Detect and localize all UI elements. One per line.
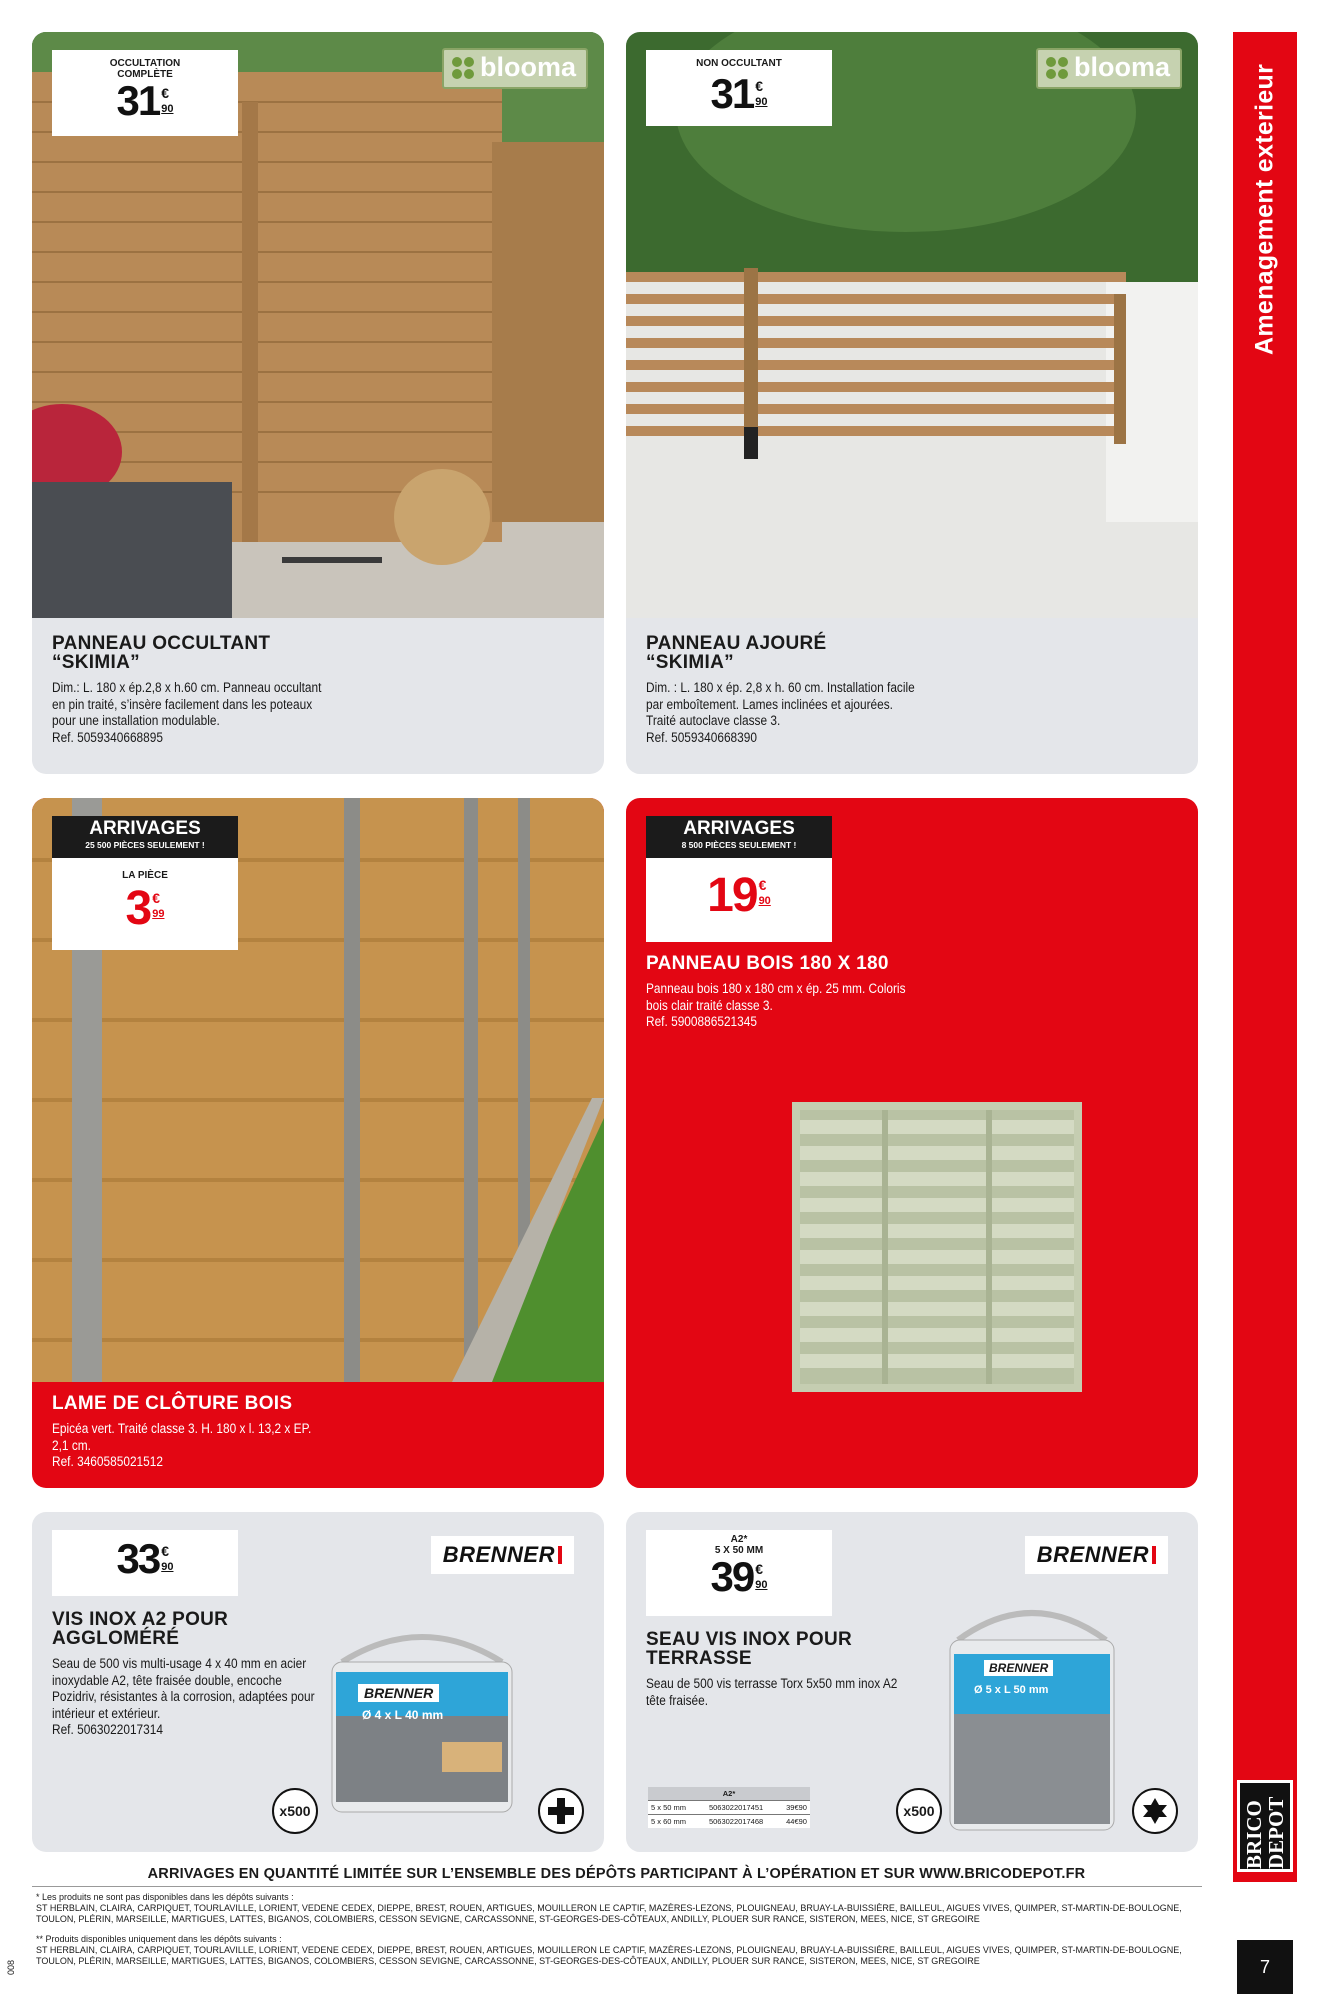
product-description: Epicéa vert. Traité classe 3. H. 180 x l. 13,2 x EP. 2,1 cm. Ref. 3460585021512 xyxy=(52,1421,312,1469)
torx-icon xyxy=(1132,1788,1178,1834)
product-description: Dim.: L. 180 x ép.2,8 x h.60 cm. Panneau occultant en pin traité, s’insère facilement dans les poteaux pour une installation modulable. Ref. 5059340668895 xyxy=(52,680,322,745)
wood-panel-image xyxy=(792,1102,1082,1392)
product-name: PANNEAU AJOURÉ “SKIMIA” xyxy=(646,633,827,673)
product-card-vis-agglomere[interactable] xyxy=(32,1512,604,1852)
page-number: 7 xyxy=(1237,1940,1293,1994)
product-description: Dim. : L. 180 x ép. 2,8 x h. 60 cm. Installation facile par emboîtement. Lames inclinées et ajourées. Traité autoclave classe 3. Ref. 5059340668390 xyxy=(646,680,915,745)
screw-bucket-image xyxy=(944,1600,1120,1834)
product-info xyxy=(52,1394,362,1471)
bucket-size-label: Ø 4 x L 40 mm xyxy=(362,1708,444,1722)
product-info xyxy=(646,634,956,746)
product-name: PANNEAU BOIS 180 X 180 xyxy=(646,953,889,974)
bucket-brand: BRENNER xyxy=(984,1660,1053,1676)
product-name: PANNEAU OCCULTANT “SKIMIA” xyxy=(52,633,271,673)
product-card-panneau-bois[interactable] xyxy=(626,798,1198,1488)
product-card-lame-cloture[interactable] xyxy=(32,798,604,1488)
price-box: 33 € 90 xyxy=(52,1530,238,1596)
quantity-badge: x500 xyxy=(896,1788,942,1834)
price-box: 19 € 90 xyxy=(646,858,832,942)
product-info xyxy=(646,954,956,1031)
availability-note-2: ** Produits disponibles uniquement dans les dépôts suivants : ST HERBLAIN, CLAIRA, CARPIQUET, TOURLAVILLE, LORIENT, VEDENE CEDEX, DIEPPE, BREST, ROUEN, ARTIGUES, MOUILLERON LE CAPTIF, MAZÈRES-LEZONS, PLOUIGNEAU, BRUAY-LA-BUISSIÈRE, BAILLEUL, AIGUES VIVES, QUIMPER, ST-MARTIN-DE-BOULOGNE, TOULON, PLÉRIN, MARSEILLE, MARTIGUES, LATTES, BIGANOS, COLOMBIERS, CESSON SEVIGNE, CARCASSONNE, ST-GEORGES-DES-CÔTEAUX, ANDILLY, PLOUER SUR RANCE, SISTERON, MEES, NICE, ST GREGOIRE xyxy=(36,1934,1182,1966)
screw-bucket-image xyxy=(322,1622,522,1818)
price-box: A2* 5 X 50 MM 39 € 90 xyxy=(646,1530,832,1616)
pozidriv-icon xyxy=(538,1788,584,1834)
quantity-badge: x500 xyxy=(272,1788,318,1834)
footer-disclaimer: ARRIVAGES EN QUANTITÉ LIMITÉE SUR L’ENSEMBLE DES DÉPÔTS PARTICIPANT À L’OPÉRATION ET SUR WWW.BRICODEPOT.FR xyxy=(147,1866,1086,1882)
arrivages-banner: ARRIVAGES 8 500 PIÈCES SEULEMENT ! xyxy=(646,816,832,858)
availability-note-1: * Les produits ne sont pas disponibles dans les dépôts suivants : ST HERBLAIN, CLAIRA, CARPIQUET, TOURLAVILLE, LORIENT, VEDENE CEDEX, DIEPPE, BREST, ROUEN, ARTIGUES, MOUILLERON LE CAPTIF, MAZÈRES-LEZONS, PLOUIGNEAU, BRUAY-LA-BUISSIÈRE, BAILLEUL, AIGUES VIVES, QUIMPER, ST-MARTIN-DE-BOULOGNE, TOULON, PLÉRIN, MARSEILLE, MARTIGUES, LATTES, BIGANOS, COLOMBIERS, CESSON SEVIGNE, CARCASSONNE, ST-GEORGES-DES-CÔTEAUX, ANDILLY, PLOUER SUR RANCE, SISTERON, MEES, NICE, ST GREGOIRE xyxy=(36,1892,1182,1924)
brico-depot-logo: BRICO DEPOT xyxy=(1237,1780,1293,1872)
product-info xyxy=(646,1630,946,1709)
price-box: NON OCCULTANT 31 € 90 xyxy=(646,50,832,126)
product-description: Seau de 500 vis multi-usage 4 x 40 mm en acier inoxydable A2, tête fraisée double, encoche Pozidriv, résistantes à la corrosion, adaptées pour intérieur et extérieur. Ref. 5063022017314 xyxy=(52,1656,315,1737)
section-title: Amenagement exterieur xyxy=(1250,64,1279,356)
product-info xyxy=(52,1610,352,1739)
price-box: OCCULTATION COMPLÈTE 31 € 90 xyxy=(52,50,238,136)
page-code: 008 xyxy=(6,1960,16,1976)
product-card-occultant[interactable] xyxy=(32,32,604,774)
blooma-logo: blooma xyxy=(1036,48,1182,89)
product-name: VIS INOX A2 POUR AGGLOMÉRÉ xyxy=(52,1609,229,1649)
product-name: SEAU VIS INOX POUR TERRASSE xyxy=(646,1629,852,1669)
bucket-brand: BRENNER xyxy=(358,1684,439,1702)
product-info xyxy=(52,634,362,746)
footer-divider xyxy=(32,1886,1202,1887)
bucket-size-label: Ø 5 x L 50 mm xyxy=(974,1684,1049,1696)
brenner-logo: BRENNER xyxy=(431,1536,574,1574)
arrivages-banner: ARRIVAGES 25 500 PIÈCES SEULEMENT ! xyxy=(52,816,238,858)
table-row: 5 x 60 mm 5063022017468 44€90 xyxy=(648,1814,810,1828)
product-name: LAME DE CLÔTURE BOIS xyxy=(52,1393,293,1414)
brenner-logo: BRENNER xyxy=(1025,1536,1168,1574)
product-description: Seau de 500 vis terrasse Torx 5x50 mm inox A2 tête fraisée. xyxy=(646,1676,898,1708)
blooma-logo: blooma xyxy=(442,48,588,89)
table-row: 5 x 50 mm 5063022017451 39€90 xyxy=(648,1800,810,1814)
screw-price-table: A2* 5 x 50 mm 5063022017451 39€90 5 x 60 mm 5063022017468 44€90 xyxy=(648,1787,810,1828)
product-description: Panneau bois 180 x 180 cm x ép. 25 mm. Coloris bois clair traité classe 3. Ref. 5900886521345 xyxy=(646,981,906,1029)
price-box: LA PIÈCE 3 € 99 xyxy=(52,858,238,950)
product-card-ajoure[interactable] xyxy=(626,32,1198,774)
